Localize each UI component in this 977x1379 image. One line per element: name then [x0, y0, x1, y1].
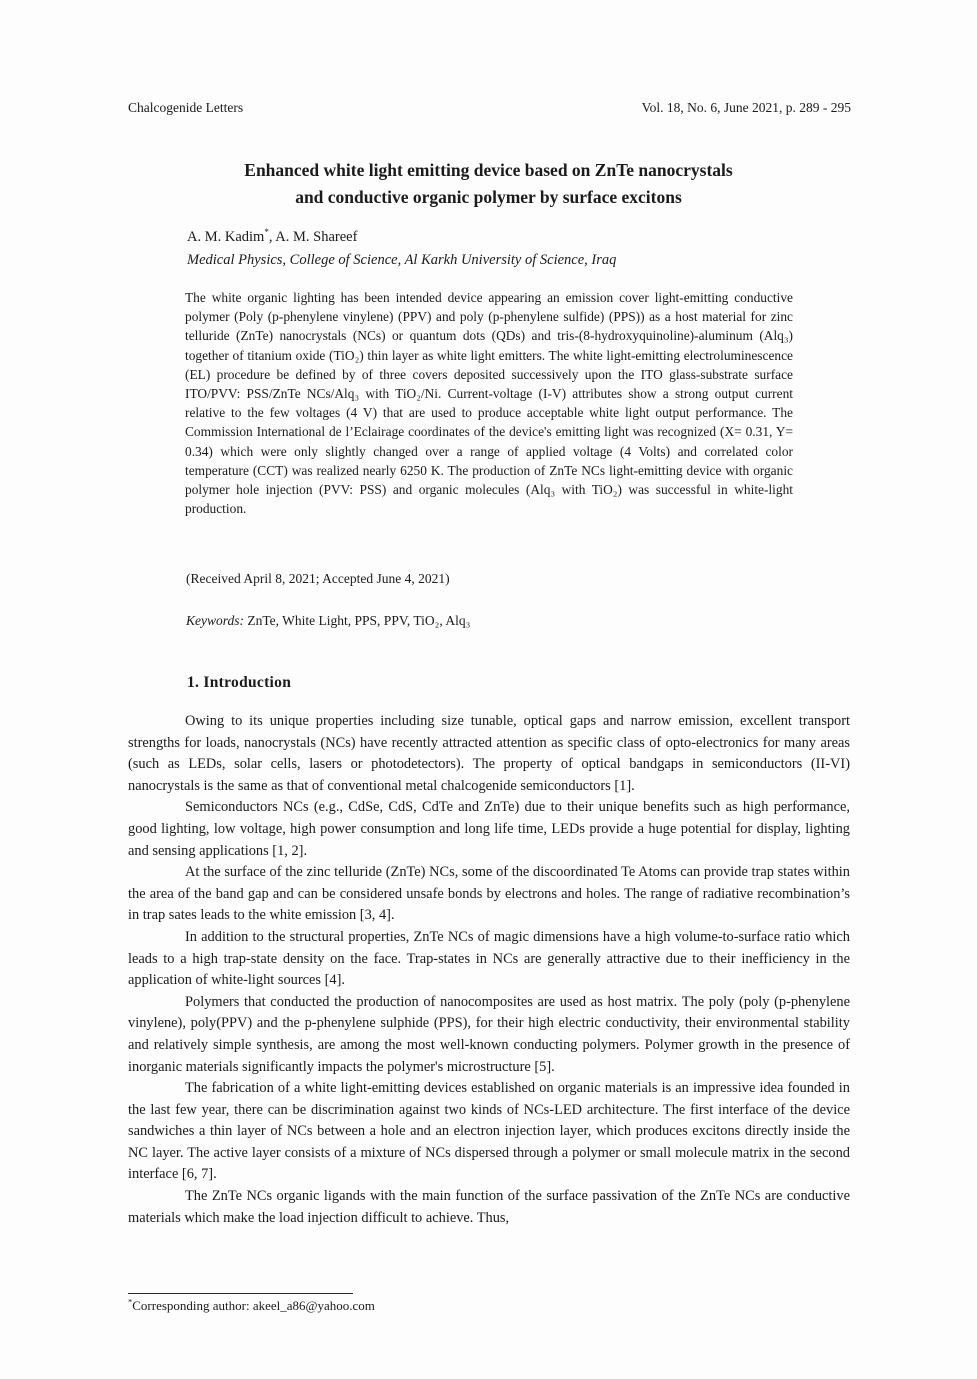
paper-title-line2: and conductive organic polymer by surface excitons [295, 187, 682, 207]
page-header [128, 100, 851, 116]
issue-info: Vol. 18, No. 6, June 2021, p. 289 - 295 [641, 100, 851, 115]
paragraph: At the surface of the zinc telluride (ZnTe) NCs, some of the discoordinated Te Atoms can provide trap states within the area of the band gap and can be considered unsafe bonds by electrons and holes. The range of radiative recombination’s in trap sates leads to the white emission [3, 4]. [128, 864, 850, 924]
corresponding-author-marker: * [264, 227, 269, 238]
footnote [128, 1293, 375, 1314]
section-heading-introduction: 1. Introduction [187, 674, 292, 691]
author-first: A. M. Kadim [187, 229, 265, 245]
footnote-text: Corresponding author: akeel_a86@yahoo.com [132, 1298, 375, 1313]
paper-title [0, 157, 977, 211]
paper-title-line1: Enhanced white light emitting device based on ZnTe nanocrystals [244, 160, 733, 180]
keywords-label: Keywords: [186, 613, 244, 628]
introduction-body [128, 711, 850, 1229]
affiliation: Medical Physics, College of Science, Al Karkh University of Science, Iraq [187, 252, 617, 268]
footnote-divider [128, 1293, 353, 1294]
footnote-marker: * [128, 1296, 133, 1307]
paragraph: Owing to its unique properties including size tunable, optical gaps and narrow emission, excellent transport strengths for loads, nanocrystals (NCs) have recently attracted attention as specific class of opto-electronics for many areas (such as LEDs, solar cells, lasers or photodetectors). The property of optical bandgaps in semiconductors (II-VI) nanocrystals is the same as that of conventional metal chalcogenide semiconductors [1]. [128, 713, 850, 794]
journal-name: Chalcogenide Letters [128, 100, 244, 115]
footnote-text-line [128, 1297, 375, 1314]
paragraph: In addition to the structural properties, ZnTe NCs of magic dimensions have a high volume-to-surface ratio which leads to a high trap-state density on the face. Trap-states in NCs are generally attractive due to their inefficiency in the application of white-light sources [4]. [128, 928, 850, 989]
authors-line [187, 227, 357, 247]
paragraph: Polymers that conducted the production of nanocomposites are used as host matrix. The poly (poly (p-phenylene vinylene), poly(PPV) and the p-phenylene sulphide (PPS), for their high electric conductivity, their environmental stability and relatively simple synthesis, are among the most well-known conducting polymers. Polymer growth in the presence of inorganic materials significantly impacts the polymer's microstructure [5]. [128, 993, 850, 1075]
keywords-list: ZnTe, White Light, PPS, PPV, TiO₂, Alq₃ [244, 613, 471, 628]
paragraph: The ZnTe NCs organic ligands with the main function of the surface passivation of the ZnTe NCs are conductive materials which make the load injection difficult to achieve. Thus, [128, 1188, 850, 1226]
paragraph: The fabrication of a white light-emitting devices established on organic materials is an impressive idea founded in the last few year, there can be discrimination against two kinds of NCs-LED architecture. The first interface of the device sandwiches a thin layer of NCs between a hole and an electron injection layer, which produces excitons directly inside the NC layer. The active layer consists of a mixture of NCs dispersed through a polymer or small molecule matrix in the second interface [6, 7]. [128, 1080, 850, 1183]
author-rest: , A. M. Shareef [268, 229, 358, 245]
paragraph: Semiconductors NCs (e.g., CdSe, CdS, CdTe and ZnTe) due to their unique benefits such as high performance, good lighting, low voltage, high power consumption and long life time, LEDs provide a huge potential for display, lighting and sensing applications [1, 2]. [128, 799, 850, 859]
received-accepted-line: (Received April 8, 2021; Accepted June 4, 2021) [186, 571, 450, 586]
abstract-text: The white organic lighting has been intended device appearing an emission cover light-emitting conductive polymer (Poly (p-phenylene vinylene) (PPV) and poly (p-phenylene sulfide) (PPS)) as a host material for zinc telluride (ZnTe) nanocrystals (NCs) or quantum dots (QDs) and tris-(8-hydroxyquinoline)-aluminum (Alq₃) together of titanium oxide (TiO₂) thin layer as white light emitters. The white light-emitting electroluminescence (EL) procedure be defined by of three covers deposited successively upon the ITO glass-substrate surface ITO/PVV: PSS/ZnTe NCs/Alq₃ with TiO₂/Ni. Current-voltage (I-V) attributes show a strong output current relative to the few voltages (4 V) that are used to produce acceptable white light output performance. The Commission International de l’Eclairage coordinates of the device's emitting light was recognized (X= 0.31, Y= 0.34) which were only slightly changed over a range of applied voltage (4 Volts) and correlated color temperature (CCT) was realized nearly 6250 K. The production of ZnTe NCs light-emitting device with organic polymer hole injection (PVV: PSS) and organic molecules (Alq₃ with TiO₂) was successful in white-light production. [185, 290, 793, 517]
keywords-line [186, 613, 470, 629]
